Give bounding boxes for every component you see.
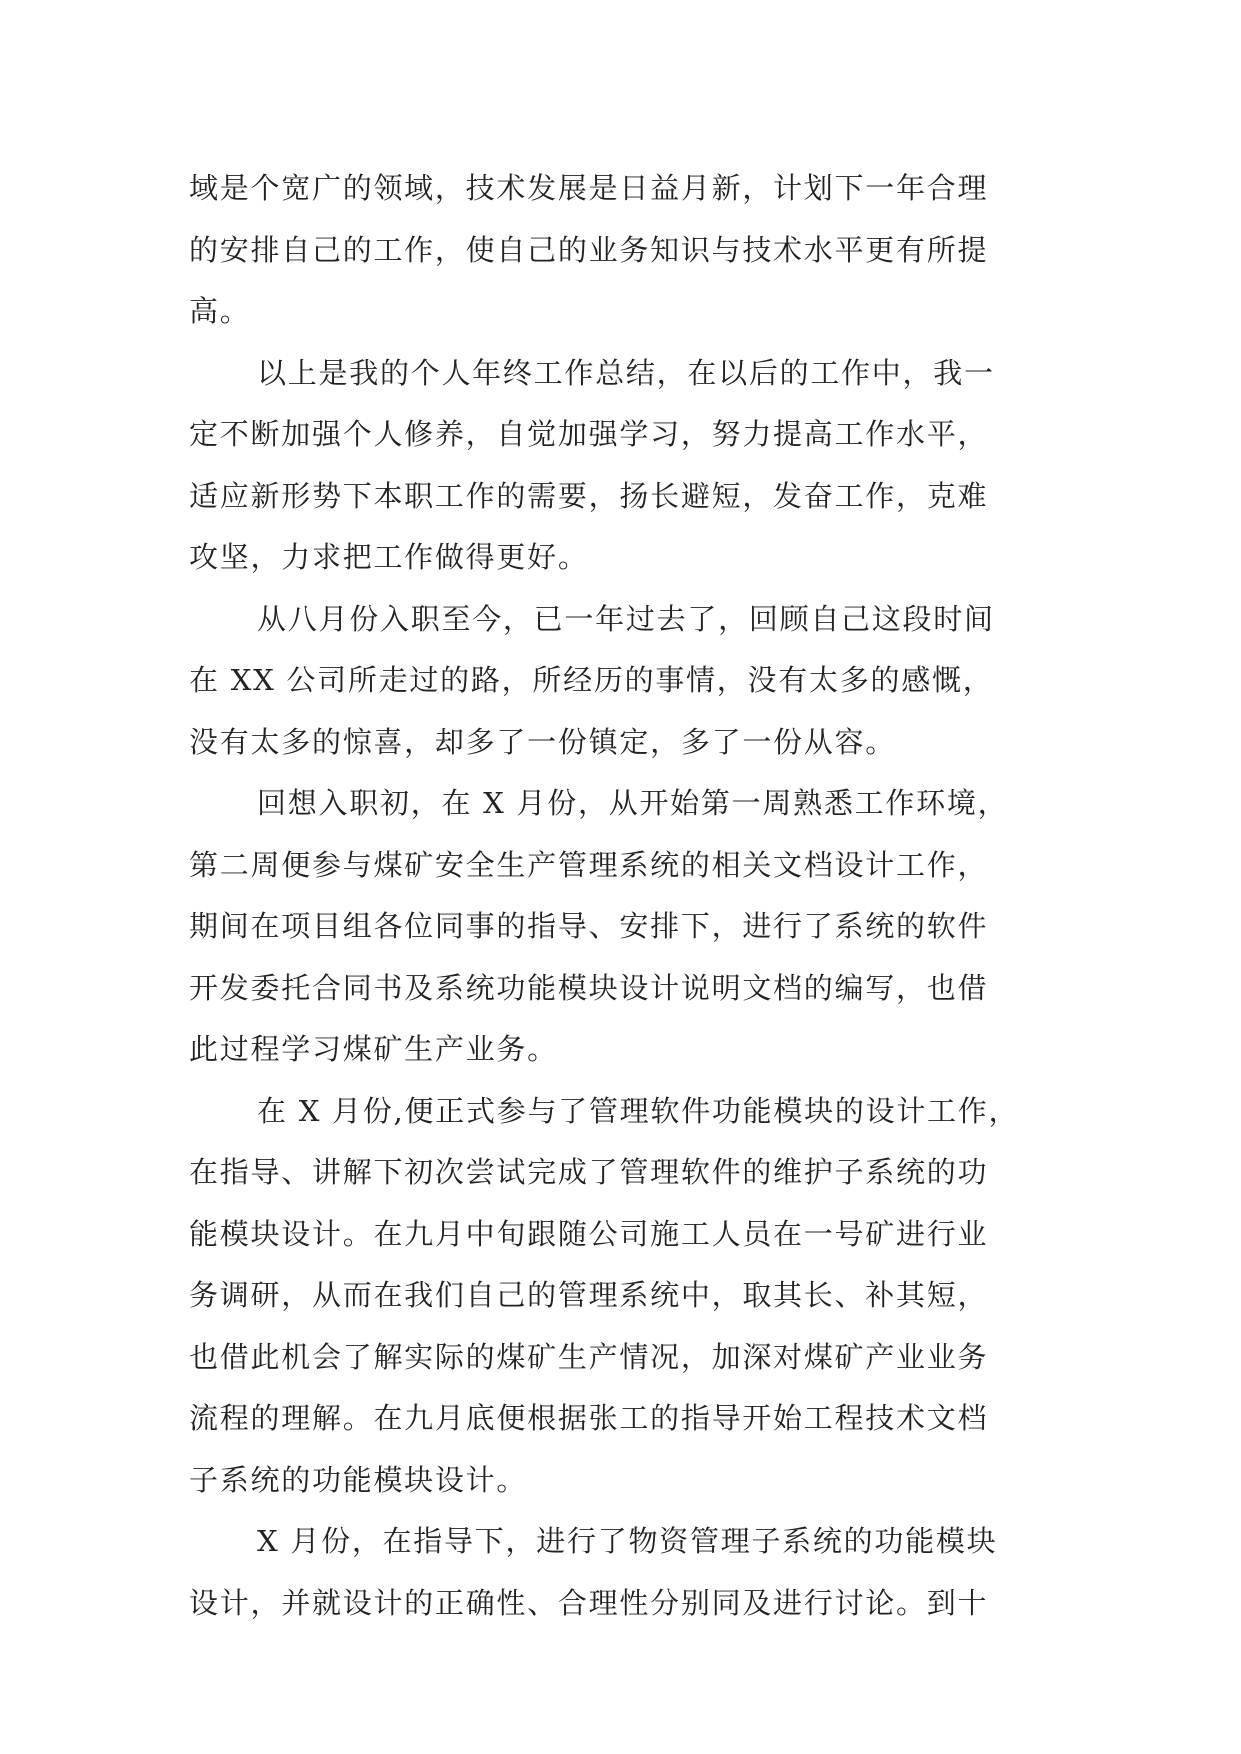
text-line: 设计，并就设计的正确性、合理性分别同及进行讨论。到十 bbox=[189, 1585, 989, 1620]
paragraph-first-line: 回想入职初，在 X 月份，从开始第一周熟悉工作环境， bbox=[257, 786, 1009, 820]
text-line: 域是个宽广的领域，技术发展是日益月新，计划下一年合理 bbox=[189, 171, 989, 205]
text-line: 开发委托合同书及系统功能模块设计说明文档的编写，也借 bbox=[189, 970, 989, 1005]
text-line: 高。 bbox=[189, 294, 251, 328]
text-line: 期间在项目组各位同事的指导、安排下，进行了系统的软件 bbox=[189, 909, 989, 943]
paragraph-first-line: 从八月份入职至今，已一年过去了，回顾自己这段时间 bbox=[257, 601, 995, 636]
text-line: 没有太多的惊喜，却多了一份镇定，多了一份从容。 bbox=[189, 724, 897, 759]
text-line: 第二周便参与煤矿安全生产管理系统的相关文档设计工作， bbox=[189, 847, 989, 882]
text-line: 也借此机会了解实际的煤矿生产情况，加深对煤矿产业业务 bbox=[189, 1339, 989, 1374]
paragraph-first-line: 以上是我的个人年终工作总结，在以后的工作中，我一 bbox=[257, 355, 995, 390]
text-line: 流程的理解。在九月底便根据张工的指导开始工程技术文档 bbox=[189, 1401, 989, 1435]
text-line: 在 XX 公司所走过的路，所经历的事情，没有太多的感慨， bbox=[189, 663, 994, 697]
text-line: 的安排自己的工作，使自己的业务知识与技术水平更有所提 bbox=[189, 232, 989, 267]
text-line: 务调研，从而在我们自己的管理系统中，取其长、补其短， bbox=[189, 1278, 989, 1312]
text-line: 此过程学习煤矿生产业务。 bbox=[189, 1032, 558, 1066]
text-line: 攻坚，力求把工作做得更好。 bbox=[189, 540, 589, 574]
text-line: 能模块设计。在九月中旬跟随公司施工人员在一号矿进行业 bbox=[189, 1216, 989, 1251]
paragraph-first-line: 在 X 月份,便正式参与了管理软件功能模块的设计工作， bbox=[257, 1093, 1020, 1128]
text-line: 子系统的功能模块设计。 bbox=[189, 1462, 528, 1497]
text-line: 定不断加强个人修养，自觉加强学习，努力提高工作水平， bbox=[189, 417, 989, 451]
paragraph-first-line: X 月份，在指导下，进行了物资管理子系统的功能模块 bbox=[257, 1524, 998, 1558]
text-line: 适应新形势下本职工作的需要，扬长避短，发奋工作，克难 bbox=[189, 478, 989, 513]
document-body bbox=[189, 158, 1051, 1634]
text-line: 在指导、讲解下初次尝试完成了管理软件的维护子系统的功 bbox=[189, 1155, 989, 1189]
